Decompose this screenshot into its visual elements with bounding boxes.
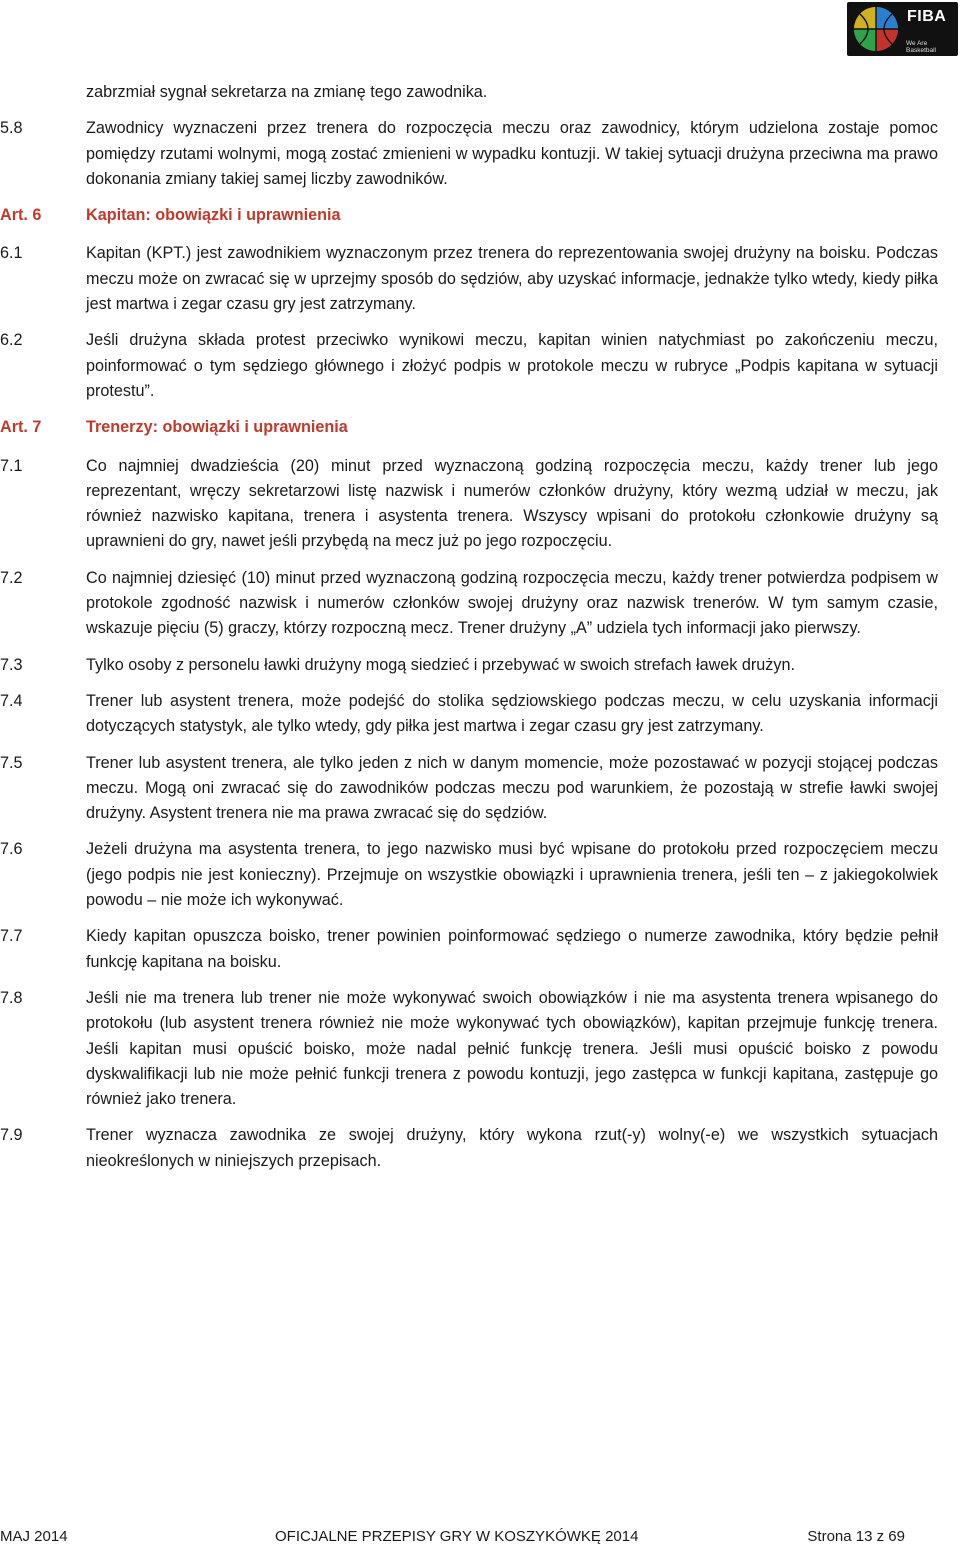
rule-number: 6.1: [0, 244, 23, 263]
rule-text: Jeżeli drużyna ma asystenta trenera, to jego nazwisko musi być wpisane do protokołu przed rozpoczęciem meczu (jego podpis nie jest konieczny). Przejmuje on wszystkie obowiązki i uprawnienia trenera, jeśli ten – z jakiegokolwiek powodu – nie może ich wykonywać.: [86, 840, 938, 910]
article-title: Trenerzy: obowiązki i uprawnienia: [86, 418, 348, 437]
rule-number: 7.9: [0, 1126, 23, 1145]
rule-text: Zawodnicy wyznaczeni przez trenera do rozpoczęcia meczu oraz zawodnicy, którym udzielona zostaje pomoc pomiędzy rzutami wolnymi, mogą zostać zmienieni w wypadku kontuzji. W takiej sytuacji drużyna przeciwna ma prawo dokonania zmiany takiej samej liczby zawodników.: [86, 119, 938, 188]
logo-text: FIBA: [907, 8, 947, 25]
rule-paragraph: [0, 653, 938, 678]
rule-paragraph: [0, 751, 938, 827]
rule-text: Trener lub asystent trenera, może podejść do stolika sędziowskiego podczas meczu, w celu uzyskania informacji dotyczących statystyk, ale tylko wtedy, gdy piłka jest martwa i zegar czasu gry jest zatrzymany.: [86, 691, 938, 736]
rule-text: Tylko osoby z personelu ławki drużyny mogą siedzieć i przebywać w swoich strefach ławek drużyn.: [86, 655, 795, 674]
logo-tagline: We Are Basketball: [906, 40, 936, 54]
rule-paragraph: [0, 241, 938, 317]
rule-number: 7.4: [0, 691, 23, 710]
rule-number: 7.2: [0, 568, 23, 587]
rule-number: 5.8: [0, 119, 23, 138]
rule-number: 7.8: [0, 988, 23, 1007]
basketball-icon: [851, 5, 901, 53]
rule-number: 7.3: [0, 655, 23, 674]
rule-paragraph: [0, 454, 938, 555]
article-title: Kapitan: obowiązki i uprawnienia: [86, 206, 341, 225]
rule-number: 7.6: [0, 840, 23, 859]
page-footer: [0, 1528, 905, 1550]
page-content: [0, 80, 938, 1185]
rule-number: 7.1: [0, 456, 23, 475]
rule-number: 7.7: [0, 927, 23, 946]
rule-text: Trener wyznacza zawodnika ze swojej drużyny, który wykona rzut(-y) wolny(-e) we wszystkich sytuacjach nieokreślonych w niniejszych przepisach.: [86, 1126, 938, 1170]
rule-number: 7.5: [0, 753, 23, 772]
rule-text: Co najmniej dwadzieścia (20) minut przed wyznaczoną godziną rozpoczęcia meczu, każdy trener lub jego reprezentant, wręczy sekretarzowi listę nazwisk i numerów członków drużyny, który wezmą udział w meczu, jak również nazwisko kapitana, trenera i asystenta trenera. Wszyscy wpisani do protokołu członkowie drużyny są uprawnieni do gry, nawet jeśli przybędą na mecz już po jego rozpoczęciu.: [86, 456, 938, 551]
rule-text: zabrzmiał sygnał sekretarza na zmianę tego zawodnika.: [86, 83, 488, 101]
rule-paragraph: [0, 986, 938, 1112]
rule-paragraph: [0, 116, 938, 192]
article-heading: [0, 203, 938, 228]
footer-page-number: Strona 13 z 69: [807, 1528, 905, 1545]
fiba-logo: [847, 2, 958, 56]
footer-title: OFICJALNE PRZEPISY GRY W KOSZYKÓWKĘ 2014: [275, 1528, 639, 1545]
rule-paragraph: [0, 837, 938, 913]
rule-paragraph: [0, 689, 938, 740]
rule-text: Jeśli drużyna składa protest przeciwko wynikowi meczu, kapitan winien natychmiast po zakończeniu meczu, poinformować o tym sędziego głównego i złożyć podpis w protokole meczu w rubryce „Podpis kapitana w sytuacji protestu”.: [86, 331, 938, 400]
rule-paragraph: [0, 80, 938, 105]
rule-paragraph: [0, 566, 938, 642]
footer-date: MAJ 2014: [0, 1528, 68, 1545]
article-number: Art. 6: [0, 206, 42, 225]
rule-text: Jeśli nie ma trenera lub trener nie może wykonywać swoich obowiązków i nie ma asystenta trenera wpisanego do protokołu (lub asystent trenera również nie może wykonywać tych obowiązków), kapitan przejmuje funkcję trenera. Jeśli kapitan musi opuścić boisko, może nadal pełnić funkcję trenera. Jeśli musi opuścić boisko z powodu dyskwalifikacji lub nie może pełnić funkcji trenera z powodu kontuzji, jego zastępca w funkcji kapitana, zastępuje go również jako trenera.: [86, 988, 938, 1109]
rule-paragraph: [0, 924, 938, 975]
rule-text: Co najmniej dziesięć (10) minut przed wyznaczoną godziną rozpoczęcia meczu, każdy trener potwierdza podpisem w protokole zgodność nazwisk i numerów członków swojej drużyny oraz nazwisk trenerów. W tym samym czasie, wskazuje pięciu (5) graczy, którzy rozpoczną mecz. Trener drużyny „A” udziela tych informacji jako pierwszy.: [86, 568, 938, 638]
article-number: Art. 7: [0, 418, 42, 437]
rule-text: Kiedy kapitan opuszcza boisko, trener powinien poinformować sędziego o numerze zawodnika, który będzie pełnił funkcję kapitana na boisku.: [86, 927, 938, 971]
rule-paragraph: [0, 328, 938, 404]
rule-number: 6.2: [0, 331, 23, 350]
article-heading: [0, 415, 938, 440]
rule-text: Kapitan (KPT.) jest zawodnikiem wyznaczonym przez trenera do reprezentowania swojej drużyny na boisku. Podczas meczu może on zwracać się w uprzejmy sposób do sędziów, aby uzyskać informacje, jednakże tylko wtedy, kiedy piłka jest martwa i zegar czasu gry jest zatrzymany.: [86, 244, 938, 314]
rule-text: Trener lub asystent trenera, ale tylko jeden z nich w danym momencie, może pozostawać w pozycji stojącej podczas meczu. Mogą oni zwracać się do zawodników podczas meczu pod warunkiem, że pozostają w strefie ławki swojej drużyny. Asystent trenera nie ma prawa zwracać się do sędziów.: [86, 753, 938, 823]
rule-paragraph: [0, 1123, 938, 1174]
